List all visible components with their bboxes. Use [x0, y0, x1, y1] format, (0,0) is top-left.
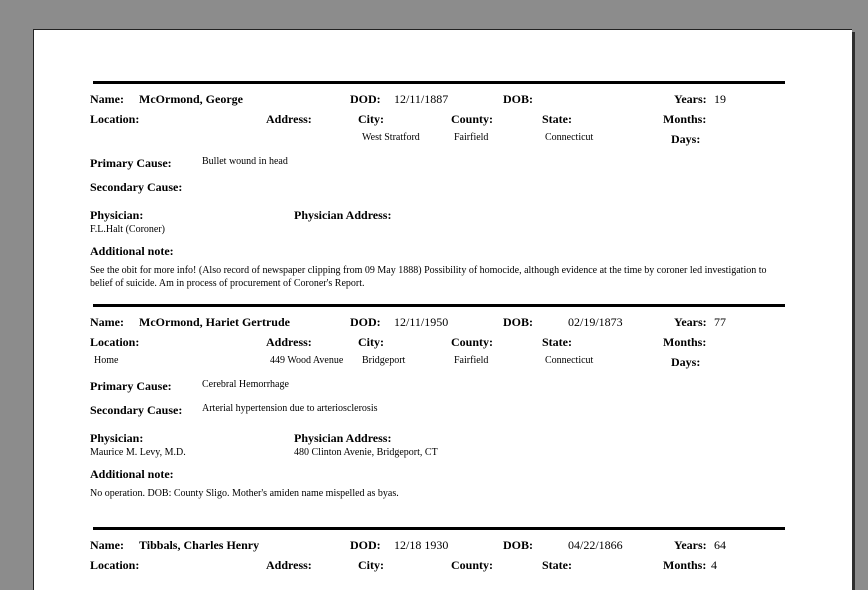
record-card — [34, 253, 852, 499]
physician-value: Maurice M. Levy, M.D. — [90, 447, 186, 458]
record-card — [34, 476, 852, 590]
county-value: Fairfield — [454, 132, 489, 143]
years-value: 19 — [714, 92, 726, 106]
dod-label: DOD: — [350, 92, 381, 106]
primary-cause-value: Cerebral Hemorrhage — [202, 379, 289, 390]
state-label: State: — [542, 558, 572, 572]
record-card — [34, 30, 852, 289]
name-label: Name: — [90, 315, 124, 329]
additional-note-value: See the obit for more info! (Also record of newspaper clipping from 09 May 1888) Possibility of homocide, although evidence at the time by coroner led investigation to belief of suicide. Am in process of procurement of Coroner's Report. — [90, 265, 767, 289]
record-divider — [93, 81, 785, 84]
dod-value: 12/18 1930 — [394, 538, 449, 552]
county-label: County: — [451, 112, 494, 126]
county-value: Fairfield — [454, 355, 489, 366]
location-label: Location: — [90, 558, 140, 572]
location-value: Home — [94, 355, 119, 366]
dob-value: 04/22/1866 — [568, 538, 623, 552]
days-label: Days: — [671, 132, 701, 146]
primary-cause-label: Primary Cause: — [90, 156, 172, 170]
record-divider — [93, 527, 785, 530]
location-label: Location: — [90, 335, 140, 349]
secondary-cause-label: Secondary Cause: — [90, 180, 183, 194]
state-value: Connecticut — [545, 355, 594, 366]
dod-value: 12/11/1950 — [394, 315, 449, 329]
years-label: Years: — [674, 315, 707, 329]
dob-label: DOB: — [503, 92, 533, 106]
name-value: McOrmond, George — [139, 92, 243, 106]
physician-label: Physician: — [90, 431, 144, 445]
record-divider — [93, 304, 785, 307]
secondary-cause-label: Secondary Cause: — [90, 403, 183, 417]
physician-address-label: Physician Address: — [294, 208, 392, 222]
state-label: State: — [542, 112, 572, 126]
city-value: Bridgeport — [362, 355, 406, 366]
address-label: Address: — [266, 558, 312, 572]
dob-value: 02/19/1873 — [568, 315, 623, 329]
name-value: Tibbals, Charles Henry — [139, 538, 260, 552]
name-label: Name: — [90, 92, 124, 106]
additional-note-label: Additional note: — [90, 244, 174, 258]
report-page — [33, 29, 852, 590]
additional-note-value: No operation. DOB: County Sligo. Mother's amiden name mispelled as byas. — [90, 488, 399, 499]
physician-address-label: Physician Address: — [294, 431, 392, 445]
city-label: City: — [358, 112, 384, 126]
name-label: Name: — [90, 538, 124, 552]
days-label: Days: — [671, 355, 701, 369]
years-value: 77 — [714, 315, 726, 329]
dob-label: DOB: — [503, 315, 533, 329]
name-value: McOrmond, Hariet Gertrude — [139, 315, 290, 329]
additional-note-label: Additional note: — [90, 467, 174, 481]
address-value: 449 Wood Avenue — [270, 355, 344, 366]
primary-cause-label: Primary Cause: — [90, 379, 172, 393]
city-label: City: — [358, 558, 384, 572]
dod-label: DOD: — [350, 315, 381, 329]
physician-value: F.L.Halt (Coroner) — [90, 224, 166, 235]
dob-label: DOB: — [503, 538, 533, 552]
city-label: City: — [358, 335, 384, 349]
years-label: Years: — [674, 538, 707, 552]
dod-label: DOD: — [350, 538, 381, 552]
location-label: Location: — [90, 112, 140, 126]
dod-value: 12/11/1887 — [394, 92, 449, 106]
secondary-cause-value: Arterial hypertension due to arteriosclerosis — [202, 403, 378, 414]
months-label: Months: — [663, 112, 707, 126]
months-value: 4 — [711, 558, 717, 572]
physician-address-value: 480 Clinton Avenie, Bridgeport, CT — [294, 447, 438, 458]
state-value: Connecticut — [545, 132, 594, 143]
months-label: Months: — [663, 335, 707, 349]
county-label: County: — [451, 558, 494, 572]
primary-cause-value: Bullet wound in head — [202, 156, 288, 167]
years-value: 64 — [714, 538, 726, 552]
address-label: Address: — [266, 335, 312, 349]
city-value: West Stratford — [362, 132, 420, 143]
physician-label: Physician: — [90, 208, 144, 222]
state-label: State: — [542, 335, 572, 349]
county-label: County: — [451, 335, 494, 349]
months-label: Months: — [663, 558, 707, 572]
years-label: Years: — [674, 92, 707, 106]
address-label: Address: — [266, 112, 312, 126]
